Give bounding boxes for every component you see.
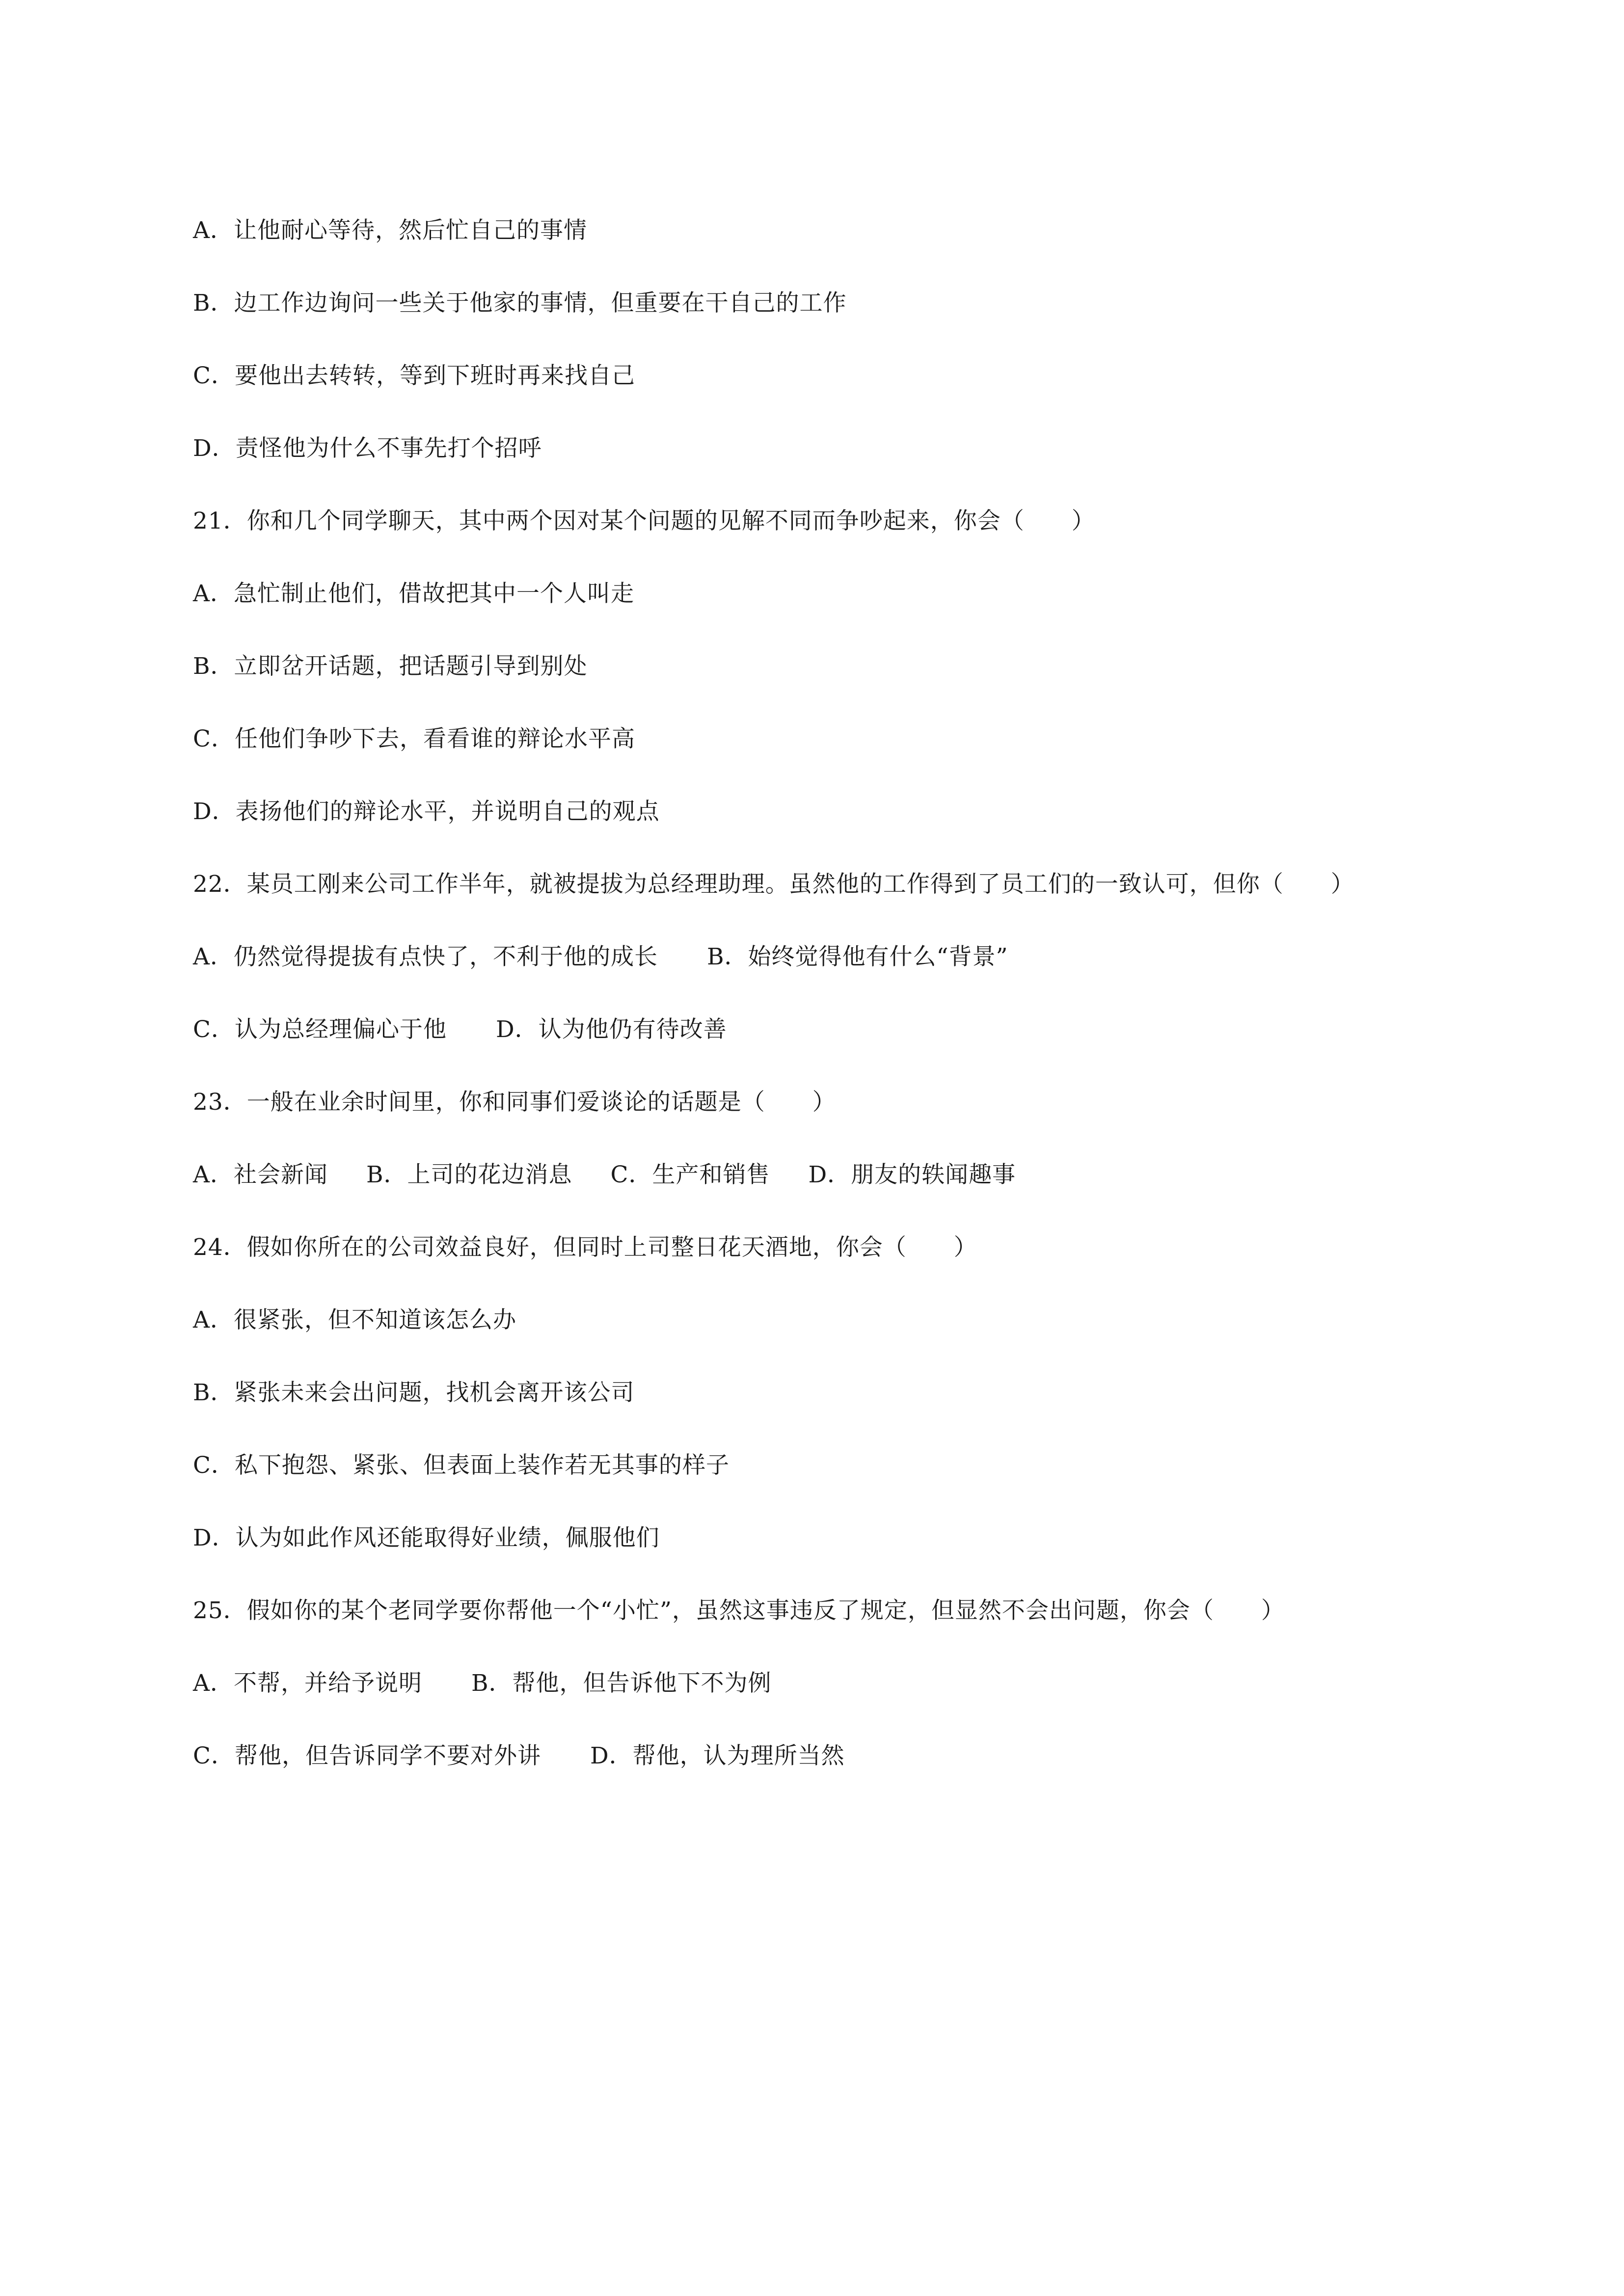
option-line: A．急忙制止他们，借故把其中一个人叫走 [193, 580, 634, 607]
option-c: C．生产和销售 [610, 1161, 770, 1188]
question-stem-23: 23．一般在业余时间里，你和同事们爱谈论的话题是（ ） [193, 1089, 836, 1116]
option-d: D．帮他，认为理所当然 [590, 1742, 845, 1769]
option-row [193, 942, 1008, 972]
option-row [193, 1160, 1016, 1190]
option-c: C．认为总经理偏心于他 [193, 1016, 447, 1043]
option-line: C．任他们争吵下去，看看谁的辩论水平高 [193, 725, 635, 752]
question-stem-21: 21．你和几个同学聊天，其中两个因对某个问题的见解不同而争吵起来，你会（ ） [193, 507, 1095, 534]
option-row [193, 1669, 772, 1698]
option-row [193, 1741, 845, 1771]
option-d: D．朋友的轶闻趣事 [808, 1161, 1016, 1188]
option-b: B．帮他，但告诉他下不为例 [471, 1670, 772, 1697]
option-line: B．立即岔开话题，把话题引导到别处 [193, 653, 588, 680]
option-d: D．认为他仍有待改善 [495, 1016, 727, 1043]
option-b: B．始终觉得他有什么“背景” [706, 943, 1008, 970]
option-b: B．上司的花边消息 [366, 1161, 572, 1188]
option-a: A．仍然觉得提拔有点快了，不利于他的成长 [193, 943, 658, 970]
option-line: D．认为如此作风还能取得好业绩，佩服他们 [193, 1524, 660, 1551]
option-a: A．不帮，并给予说明 [193, 1670, 422, 1697]
option-line: C．私下抱怨、紧张、但表面上装作若无其事的样子 [193, 1452, 730, 1479]
option-line: D．表扬他们的辩论水平，并说明自己的观点 [193, 798, 660, 825]
option-row [193, 1015, 727, 1044]
option-line: A．很紧张，但不知道该怎么办 [193, 1307, 516, 1334]
question-stem-24: 24．假如你所在的公司效益良好，但同时上司整日花天酒地，你会（ ） [193, 1234, 977, 1261]
option-line: A．让他耐心等待，然后忙自己的事情 [193, 217, 587, 244]
option-line: B．边工作边询问一些关于他家的事情，但重要在干自己的工作 [193, 290, 847, 317]
question-stem-22: 22．某员工刚来公司工作半年，就被提拔为总经理助理。虽然他的工作得到了员工们的一致认可，但你（ ） [193, 871, 1354, 898]
option-line: C．要他出去转转，等到下班时再来找自己 [193, 362, 635, 389]
option-c: C．帮他，但告诉同学不要对外讲 [193, 1742, 541, 1769]
question-stem-25: 25．假如你的某个老同学要你帮他一个“小忙”，虽然这事违反了规定，但显然不会出问题，你会（ ） [193, 1597, 1285, 1624]
option-line: B．紧张未来会出问题，找机会离开该公司 [193, 1379, 635, 1406]
option-a: A．社会新闻 [193, 1161, 328, 1188]
option-line: D．责怪他为什么不事先打个招呼 [193, 435, 542, 462]
